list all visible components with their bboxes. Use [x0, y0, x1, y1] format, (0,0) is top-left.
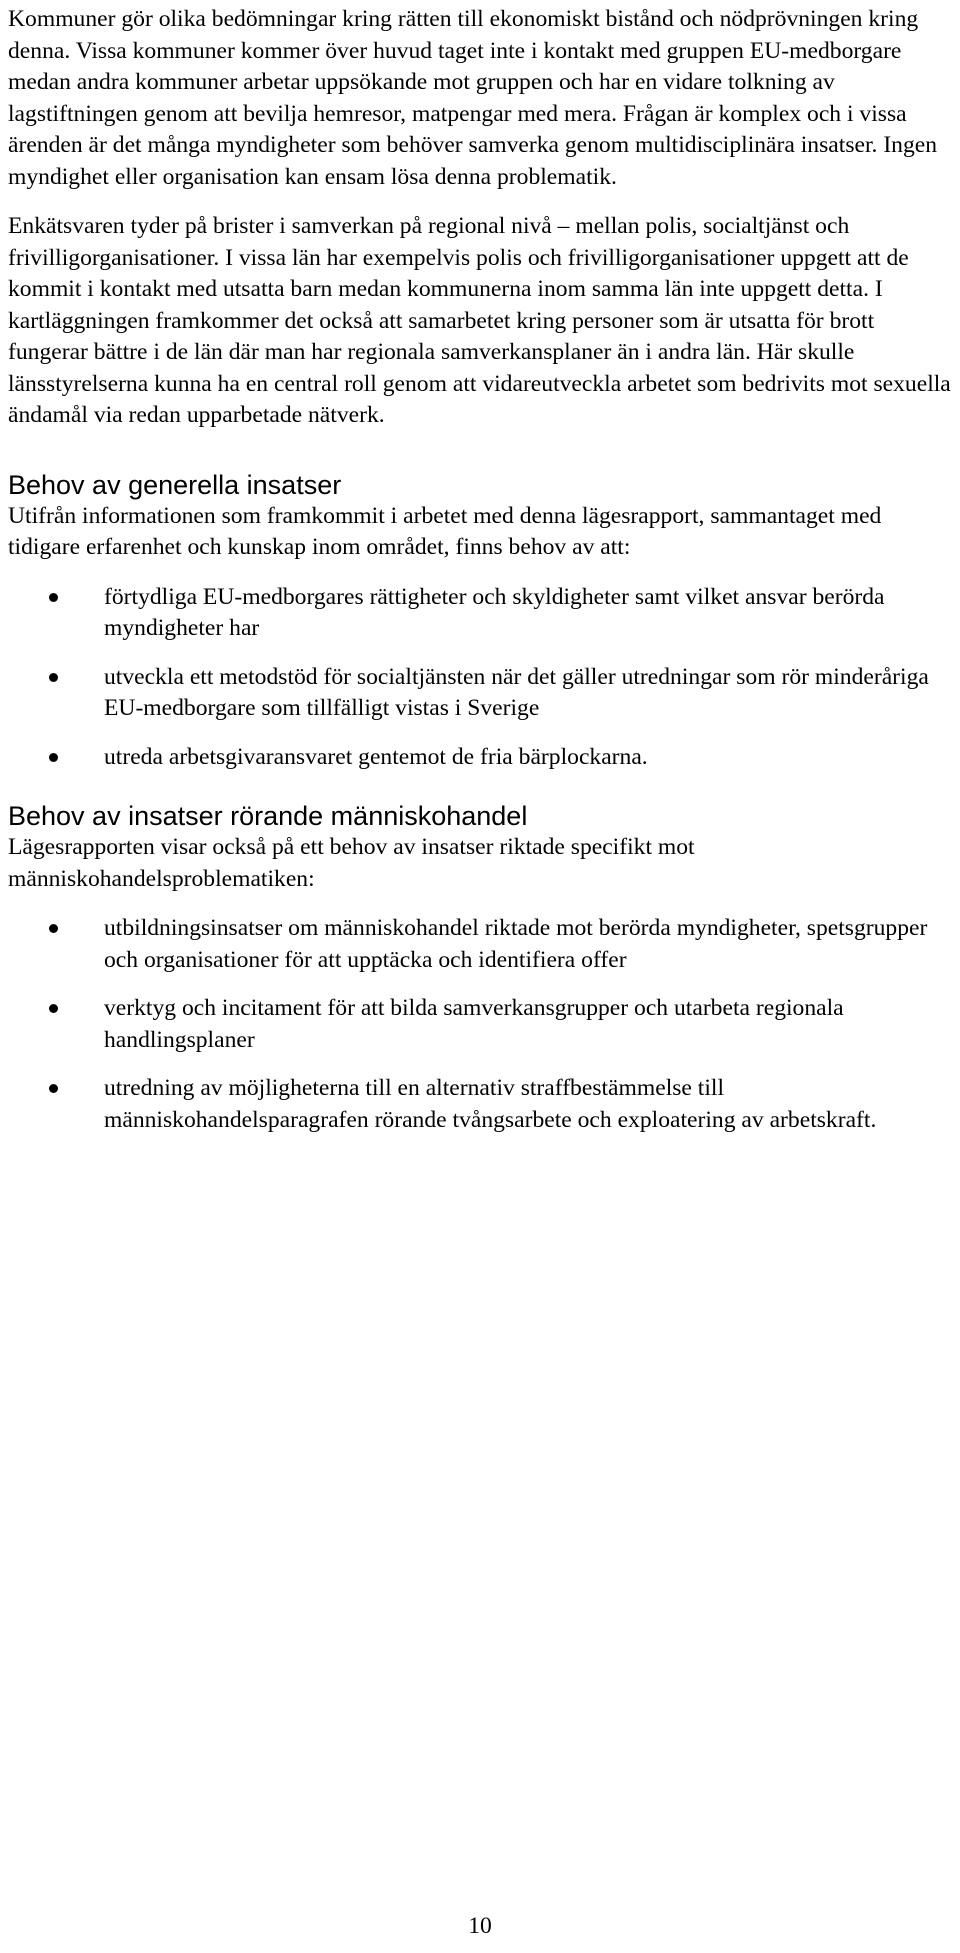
bullet-icon	[49, 753, 58, 762]
intro-generella-insatser: Utifrån informationen som framkommit i arbetet med denna lägesrapport, sammantaget med tidigare erfarenhet och kunskap inom området, finns behov av att:	[8, 502, 882, 560]
bullet-icon	[49, 1084, 58, 1093]
list-generella-insatser	[8, 582, 956, 774]
paragraph-enkatsvaren: Enkätsvaren tyder på brister i samverkan på regional nivå – mellan polis, socialtjänst och frivilligorganisationer. I vissa län har exempelvis polis och frivilligorganisationer uppgett att de kommit i kontakt med utsatta barn medan kommunerna inom samma län inte uppgett detta. I kartläggningen framkommer det också att samarbetet kring personer som är utsatta för brott fungerar bättre i de län där man har regionala samverkansplaner än i andra län. Här skulle länsstyrelserna kunna ha en central roll genom att vidareutveckla arbetet som bedrivits mot sexuella ändamål via redan upparbetade nätverk.	[8, 213, 951, 428]
list-item-text: utbildningsinsatser om människohandel riktade mot berörda myndigheter, spetsgrupper och organisationer för att upptäcka och identifiera offer	[104, 915, 928, 973]
bullet-icon	[49, 924, 58, 933]
list-item	[8, 913, 956, 976]
list-manniskohandel	[8, 913, 956, 1136]
list-item-text: utveckla ett metodstöd för socialtjänsten när det gäller utredningar som rör minderåriga EU-medborgare som tillfälligt vistas i Sverige	[104, 663, 929, 721]
list-item-text: verktyg och incitament för att bilda samverkansgrupper och utarbeta regionala handlingsplaner	[104, 995, 844, 1053]
intro-manniskohandel: Lägesrapporten visar också på ett behov av insatser riktade specifikt mot människohandelsproblematiken:	[8, 834, 695, 892]
list-item-text: utredning av möjligheterna till en alternativ straffbestämmelse till människohandelsparagrafen rörande tvångsarbete och exploatering av arbetskraft.	[104, 1075, 877, 1133]
list-item	[8, 582, 956, 645]
list-item	[8, 742, 956, 774]
bullet-icon	[49, 673, 58, 682]
list-item	[8, 662, 956, 725]
list-item-text: utreda arbetsgivaransvaret gentemot de fria bärplockarna.	[104, 743, 648, 770]
list-item	[8, 1073, 956, 1136]
heading-generella-insatser: Behov av generella insatser	[8, 469, 342, 500]
list-item	[8, 993, 956, 1056]
page-content	[8, 0, 956, 1136]
heading-manniskohandel: Behov av insatser rörande människohandel	[8, 801, 528, 831]
bullet-icon	[49, 593, 58, 602]
bullet-icon	[49, 1004, 58, 1013]
page-number: 10	[468, 1913, 492, 1939]
paragraph-kommuner-bedomningar: Kommuner gör olika bedömningar kring rätten till ekonomiskt bistånd och nödprövningen kring denna. Vissa kommuner kommer över huvud taget inte i kontakt med gruppen EU-medborgare medan andra kommuner arbetar uppsökande mot gruppen och har en vidare tolkning av lagstiftningen genom att bevilja hemresor, matpengar med mera. Frågan är komplex och i vissa ärenden är det många myndigheter som behöver samverka genom multidisciplinära insatser. Ingen myndighet eller organisation kan ensam lösa denna problematik.	[8, 6, 938, 190]
list-item-text: förtydliga EU-medborgares rättigheter och skyldigheter samt vilket ansvar berörda myndigheter har	[104, 583, 885, 641]
